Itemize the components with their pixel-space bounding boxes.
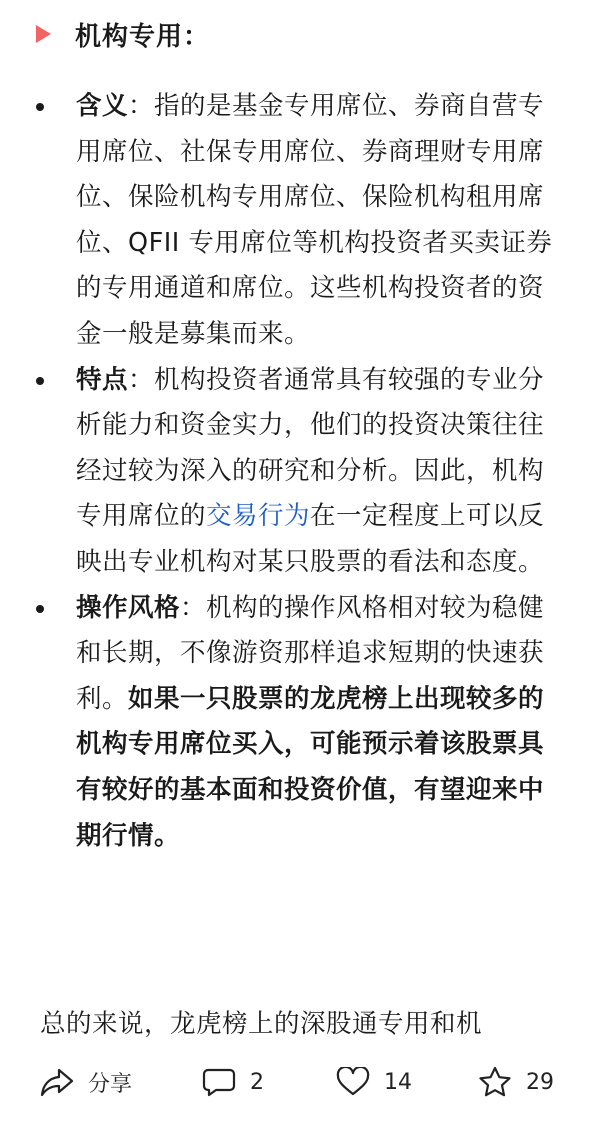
share-icon — [40, 1067, 74, 1097]
section-heading — [36, 12, 210, 56]
like-count: 14 — [384, 1069, 412, 1095]
bullet-term: 特点 — [76, 364, 129, 395]
favorite-count: 29 — [526, 1069, 554, 1095]
bullet-term: 操作风格 — [76, 592, 181, 623]
bullet-separator: ： — [180, 592, 207, 623]
comment-count: 2 — [250, 1069, 264, 1095]
summary-text: 总的来说，龙虎榜上的深股通专用和机 — [40, 1009, 483, 1039]
bullet-separator: ： — [128, 364, 155, 395]
action-bar — [0, 1056, 600, 1108]
bullet-term: 含义 — [76, 91, 129, 121]
share-button[interactable] — [40, 1056, 132, 1108]
comment-icon — [202, 1067, 236, 1097]
like-button[interactable] — [336, 1056, 412, 1108]
triangle-marker-icon — [36, 25, 51, 43]
favorite-button[interactable] — [478, 1056, 554, 1108]
list-item — [0, 358, 600, 586]
bullet-text: 在一定程度上可以反映出专业机构对某只股票的看法和态度。 — [76, 501, 545, 577]
bullet-list — [0, 84, 600, 859]
star-icon — [478, 1066, 512, 1098]
bullet-text: 指的是基金专用席位、券商自营专用席位、社保专用席位、券商理财专用席位、保险机构专用席位、保险机构租用席位、QFII 专用席位等机构投资者买卖证券的专用通道和席位。这些机构投资者的资金一般是募集而来。 — [76, 91, 553, 349]
section-title: 机构专用： — [75, 21, 211, 52]
bullet-dot-icon — [36, 605, 44, 613]
heart-icon — [336, 1067, 370, 1097]
bullet-text: 机构投资者通常具有较强的专业分析能力和资金实力，他们的投资决策往往经过较为深入的研究和分析。因此，机构专用席位的 — [76, 364, 545, 532]
list-item — [0, 84, 600, 358]
trading-behavior-link[interactable]: 交易行为 — [206, 501, 311, 532]
bullet-bold-text: 如果一只股票的龙虎榜上出现较多的机构专用席位买入，可能预示着该股票具有较好的基本面和投资价值，有望迎来中期行情。 — [76, 683, 545, 851]
bullet-dot-icon — [36, 377, 44, 385]
list-item — [0, 586, 600, 860]
comment-button[interactable] — [202, 1056, 264, 1108]
bullet-separator: ： — [128, 91, 155, 121]
bullet-text: 机构的操作风格相对较为稳健和长期，不像游资那样追求短期的快速获利。 — [76, 592, 545, 714]
share-label: 分享 — [88, 1071, 133, 1097]
bullet-dot-icon — [36, 103, 44, 111]
